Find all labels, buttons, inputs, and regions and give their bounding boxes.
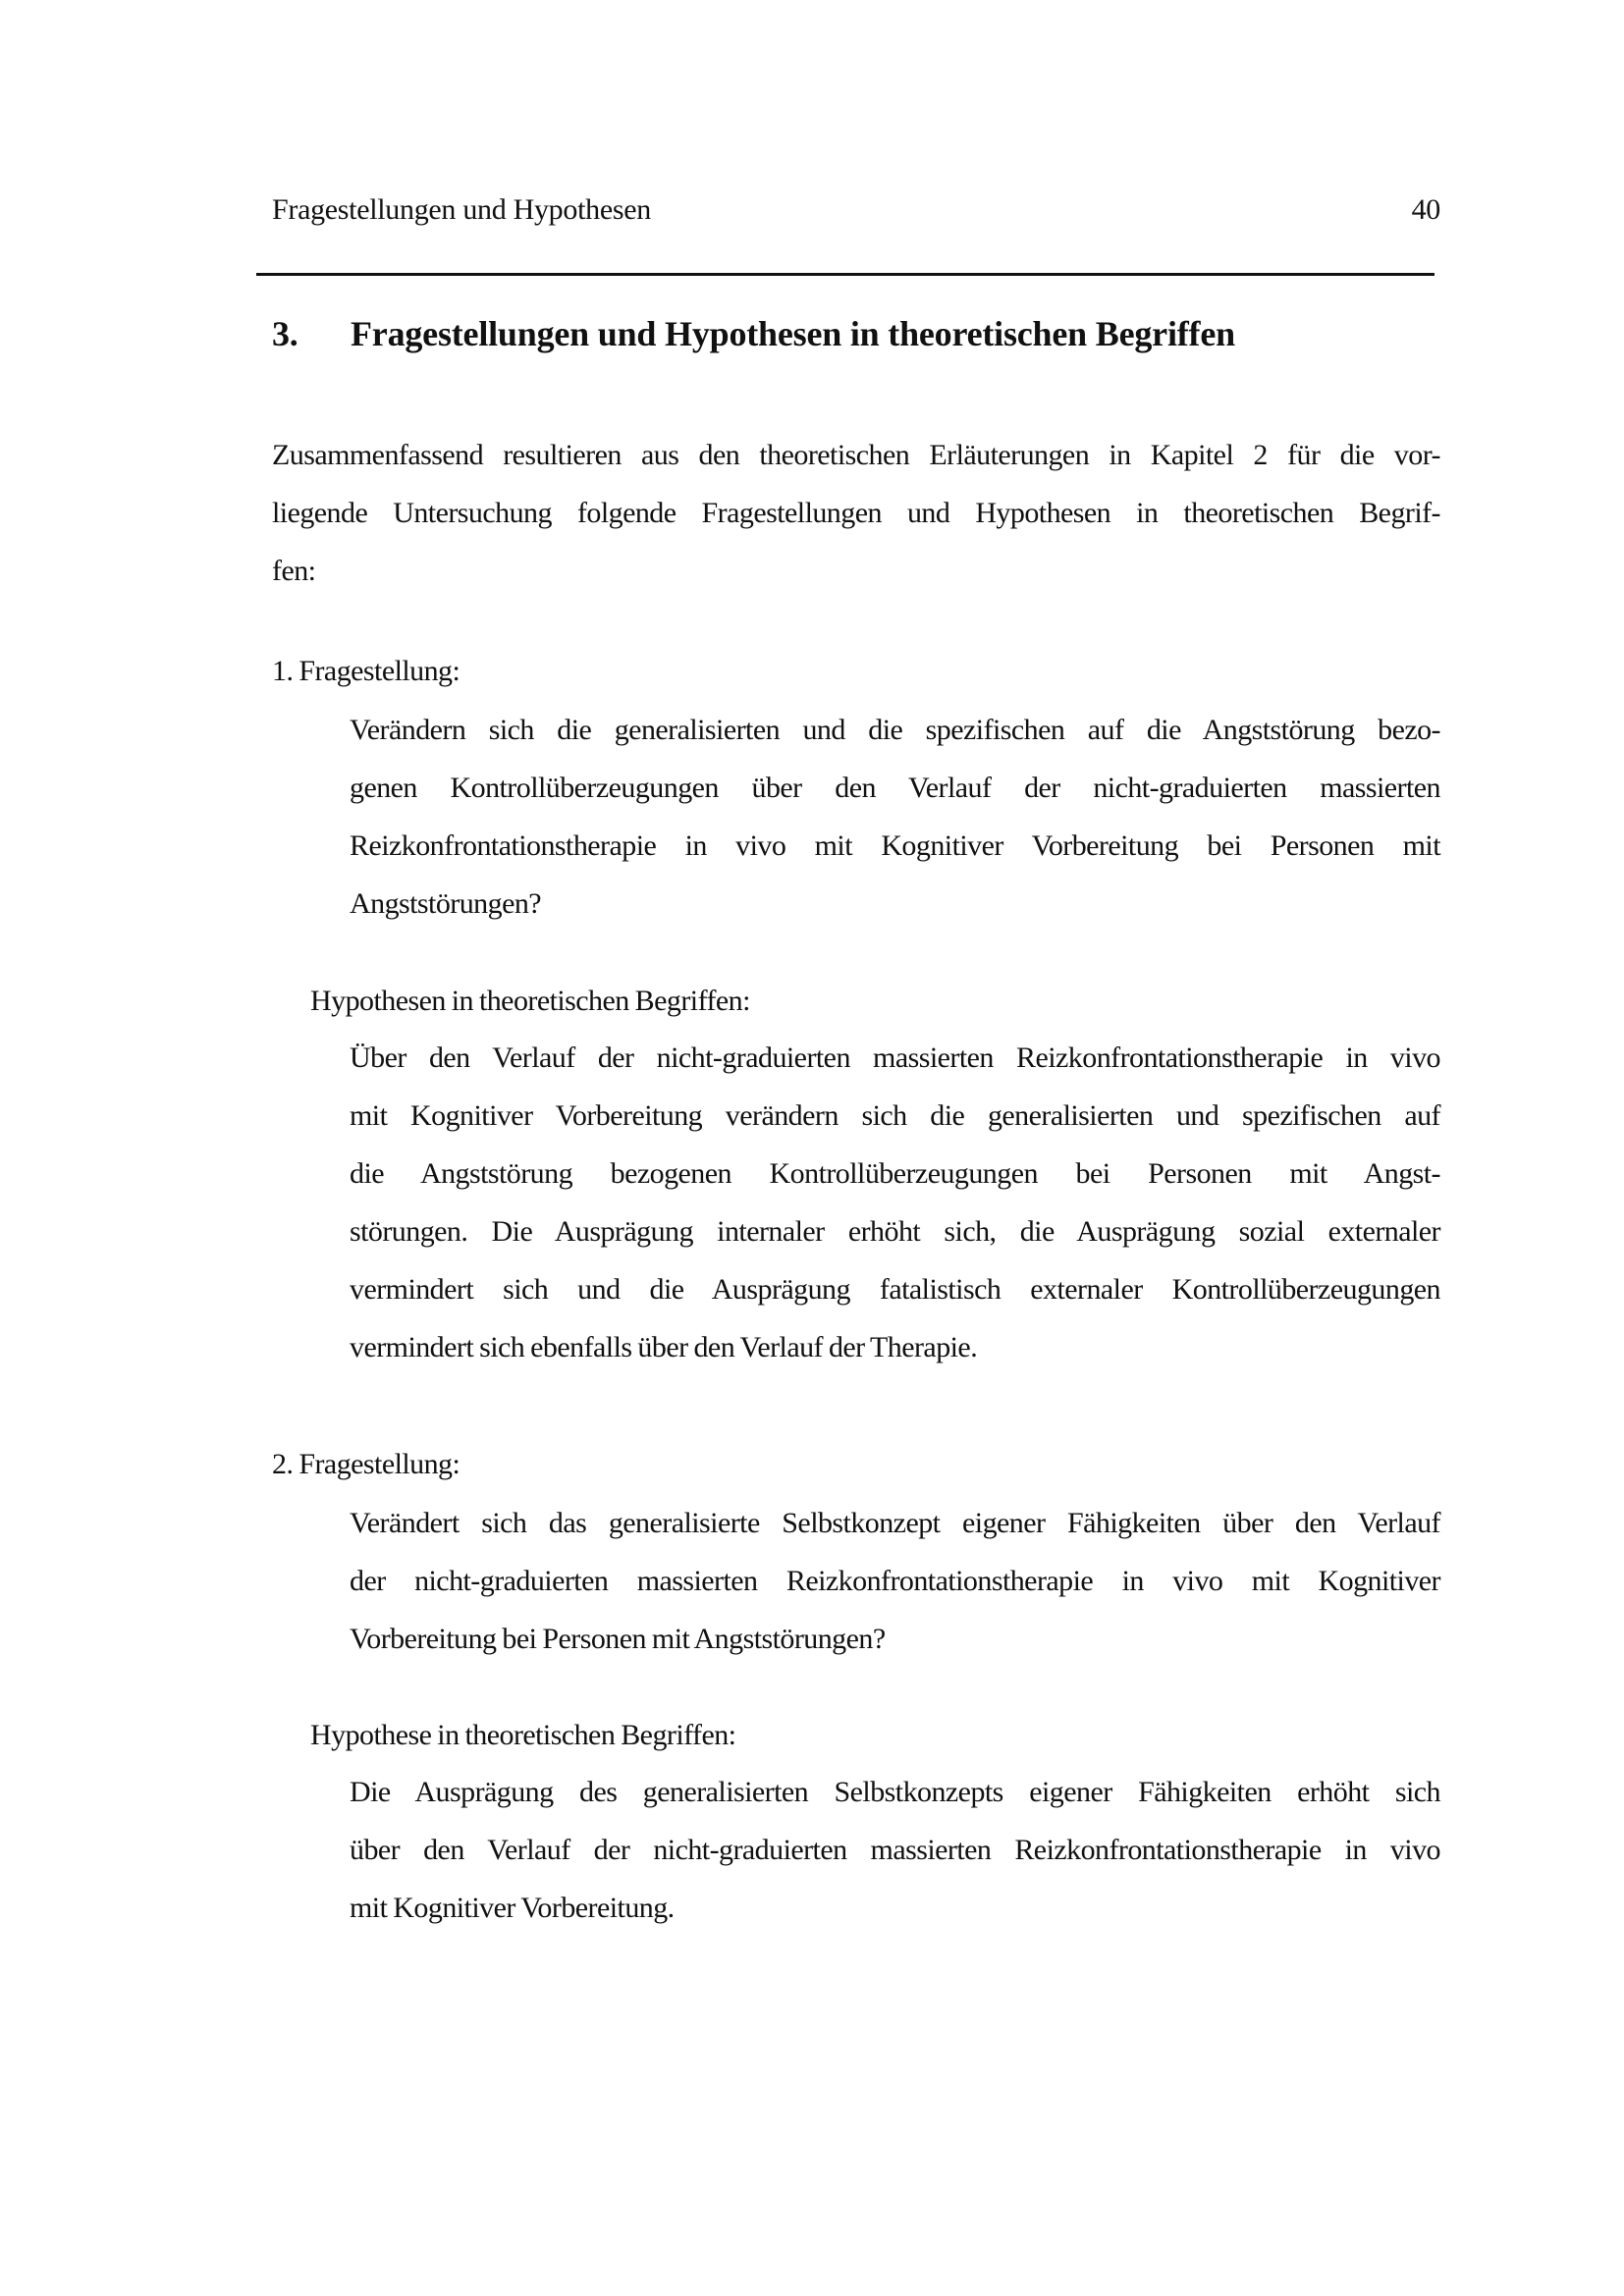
question-1-label: 1. Fragestellung:: [272, 655, 460, 687]
text-line: der nicht-graduierten massierten Reizkonfrontationstherapie in vivo mit Kognitiver: [350, 1565, 1440, 1597]
running-title: Fragestellungen und Hypothesen: [272, 193, 651, 226]
hypothesis-1-label: Hypothesen in theoretischen Begriffen:: [310, 985, 750, 1017]
text-line: vermindert sich ebenfalls über den Verlauf der Therapie.: [350, 1331, 978, 1363]
chapter-heading: [272, 312, 1235, 355]
question-2-text: [350, 1494, 1440, 1668]
chapter-number: 3.: [272, 314, 298, 353]
text-line: Verändert sich das generalisierte Selbstkonzept eigener Fähigkeiten über den Verlauf: [350, 1507, 1440, 1539]
hypothesis-1-text: [350, 1029, 1440, 1376]
question-2-label: 2. Fragestellung:: [272, 1448, 460, 1480]
text-line: die Angststörung bezogenen Kontrollüberzeugungen bei Personen mit Angst-: [350, 1157, 1440, 1190]
page-number: 40: [1411, 193, 1440, 226]
hypothesis-2-text: [350, 1763, 1440, 1937]
text-line: störungen. Die Ausprägung internaler erhöht sich, die Ausprägung sozial externaler: [350, 1215, 1440, 1248]
text-line: über den Verlauf der nicht-graduierten massierten Reizkonfrontationstherapie in vivo: [350, 1834, 1440, 1866]
chapter-title: Fragestellungen und Hypothesen in theoretischen Begriffen: [351, 314, 1235, 353]
text-line: genen Kontrollüberzeugungen über den Verlauf der nicht-graduierten massierten: [350, 772, 1440, 804]
text-line: liegende Untersuchung folgende Fragestellungen und Hypothesen in theoretischen Begrif-: [272, 497, 1440, 529]
text-line: Angststörungen?: [350, 887, 542, 920]
running-header: [272, 192, 1440, 228]
text-line: fen:: [272, 555, 316, 587]
text-line: Über den Verlauf der nicht-graduierten massierten Reizkonfrontationstherapie in vivo: [350, 1041, 1440, 1074]
hypothesis-2-label: Hypothese in theoretischen Begriffen:: [310, 1719, 736, 1751]
text-line: mit Kognitiver Vorbereitung.: [350, 1892, 675, 1924]
text-line: Zusammenfassend resultieren aus den theoretischen Erläuterungen in Kapitel 2 für die vor-: [272, 439, 1440, 471]
text-line: Die Ausprägung des generalisierten Selbstkonzepts eigener Fähigkeiten erhöht sich: [350, 1776, 1440, 1808]
header-divider: [256, 273, 1435, 276]
text-line: vermindert sich und die Ausprägung fatalistisch externaler Kontrollüberzeugungen: [350, 1273, 1440, 1306]
text-line: Reizkonfrontationstherapie in vivo mit Kognitiver Vorbereitung bei Personen mit: [350, 829, 1440, 862]
question-1-text: [350, 701, 1440, 933]
text-line: Vorbereitung bei Personen mit Angststörungen?: [350, 1623, 886, 1655]
intro-paragraph: [272, 426, 1440, 600]
text-line: mit Kognitiver Vorbereitung verändern sich die generalisierten und spezifischen auf: [350, 1099, 1440, 1132]
text-line: Verändern sich die generalisierten und die spezifischen auf die Angststörung bezo-: [350, 714, 1440, 746]
